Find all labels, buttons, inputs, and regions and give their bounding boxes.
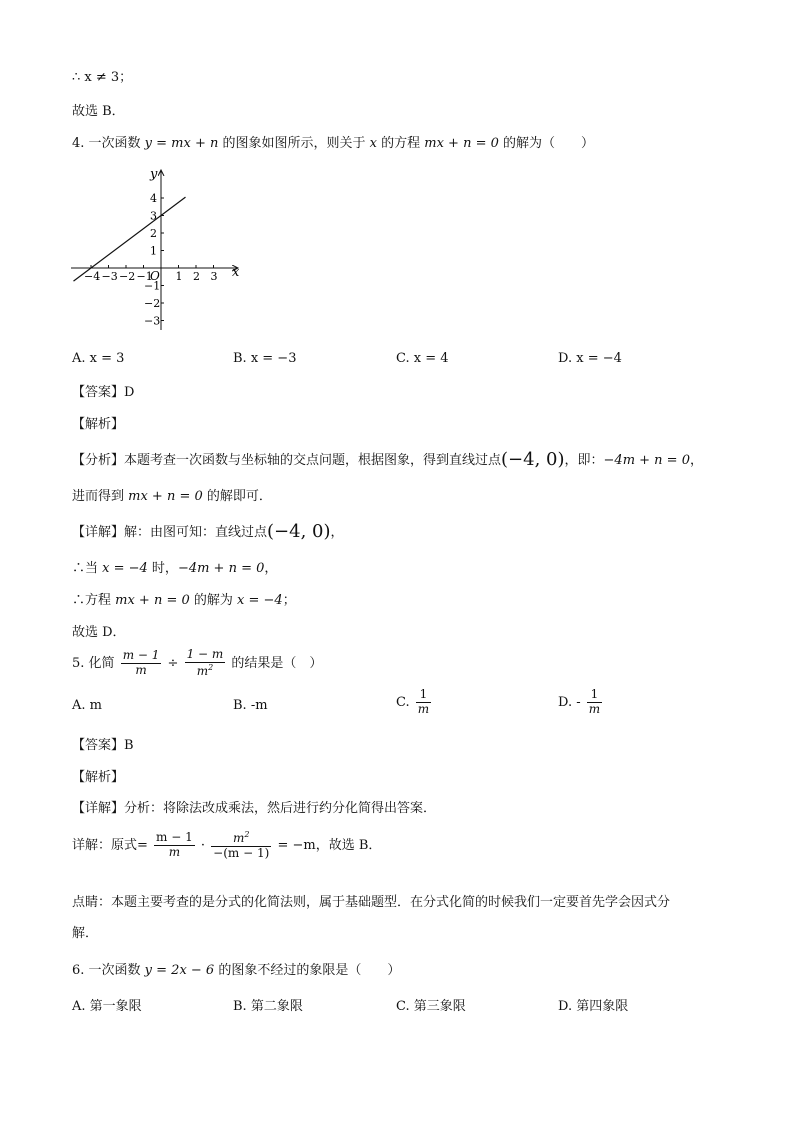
q5-work: 详解：原式= $\frac{m - 1}{m}$ · $\frac{m^2}{-(m - 1)}$ = −m，故选 B．: [72, 830, 382, 860]
x-tick-label: 2: [193, 270, 200, 283]
function-line: [74, 197, 186, 281]
q4-fenxi: 【分析】本题考查一次函数与坐标轴的交点问题，根据图象，得到直线过点(−4, 0)，即：−4m + n = 0，: [72, 449, 703, 470]
y-tick-label: 3: [150, 209, 157, 223]
linear-function-graph: [66, 164, 256, 334]
q5-option-b[interactable]: B. -m: [233, 698, 268, 713]
q5-fraction-2: $\frac{1 - m}{m^2}$: [186, 647, 224, 678]
q5-option-c[interactable]: C. $\frac{1}{m}$: [396, 687, 430, 716]
x-tick-label: −2: [119, 270, 136, 283]
q5-analysis-label: 【解析】: [72, 770, 125, 785]
question-5-stem: 5. 化简 $\frac{m - 1}{m}$ ÷ $\frac{1 - m}{m^2}$ 的结果是（ ）: [72, 647, 323, 678]
y-tick-label: −3: [144, 314, 161, 328]
x-tick-label: −4: [84, 270, 101, 283]
y-tick-label: 2: [150, 227, 157, 240]
q5-fraction-1: $\frac{m - 1}{m}$: [122, 648, 160, 677]
q4-option-b[interactable]: B. x = −3: [233, 351, 297, 366]
q5-answer: 【答案】B: [72, 738, 134, 753]
x-axis-label: x: [232, 265, 240, 280]
y-tick-label: −2: [144, 297, 161, 310]
q4-detail-2: ∴当 x = −4 时，−4m + n = 0，: [72, 561, 278, 576]
x-tick-label: 1: [175, 270, 183, 283]
x-tick-label: −3: [101, 270, 118, 283]
origin-label: O: [150, 269, 160, 283]
q4-option-c[interactable]: C. x = 4: [396, 351, 449, 366]
line-choose-d: 故选 D．: [72, 625, 126, 640]
question-6-stem: 6. 一次函数 y = 2x − 6 的图象不经过的象限是（ ）: [72, 963, 401, 978]
q5-option-a[interactable]: A. m: [72, 698, 102, 713]
q4-detail-1: 【详解】解：由图可知：直线过点(−4, 0)，: [72, 521, 344, 542]
q5-option-d[interactable]: D. - $\frac{1}{m}$: [558, 687, 601, 716]
question-4-stem: 4. 一次函数 y = mx + n 的图象如图所示，则关于 x 的方程 mx + n = 0 的解为（ ）: [72, 136, 595, 151]
q6-option-d[interactable]: D. 第四象限: [558, 999, 629, 1014]
q6-option-a[interactable]: A. 第一象限: [72, 999, 142, 1014]
y-tick-label: 4: [150, 192, 157, 205]
y-tick-label: −1: [144, 279, 161, 293]
q4-fenxi-line2: 进而得到 mx + n = 0 的解即可．: [72, 489, 272, 504]
q4-detail-3: ∴方程 mx + n = 0 的解为 x = −4；: [72, 593, 296, 608]
q4-option-d[interactable]: D. x = −4: [558, 351, 622, 366]
x-tick-label: 3: [210, 270, 218, 283]
q6-option-b[interactable]: B. 第二象限: [233, 999, 303, 1014]
q5-note-line-2: 解．: [72, 926, 99, 941]
y-axis-label: y: [150, 167, 158, 182]
q6-option-c[interactable]: C. 第三象限: [396, 999, 466, 1014]
q4-analysis-label: 【解析】: [72, 417, 125, 432]
line-therefore-x-ne-3: ∴ x ≠ 3；: [72, 70, 133, 85]
line-choose-b: 故选 B．: [72, 104, 125, 119]
q5-note-line-1: 点睛：本题主要考查的是分式的化简法则，属于基础题型．在分式化简的时候我们一定要首先学会因式分: [72, 895, 671, 910]
q5-detail: 【详解】分析：将除法改成乘法，然后进行约分化简得出答案．: [72, 801, 437, 816]
y-tick-label: 1: [150, 244, 157, 258]
q4-option-a[interactable]: A. x = 3: [72, 351, 125, 366]
q4-answer: 【答案】D: [72, 385, 135, 400]
x-tick-label: −1: [136, 270, 153, 283]
